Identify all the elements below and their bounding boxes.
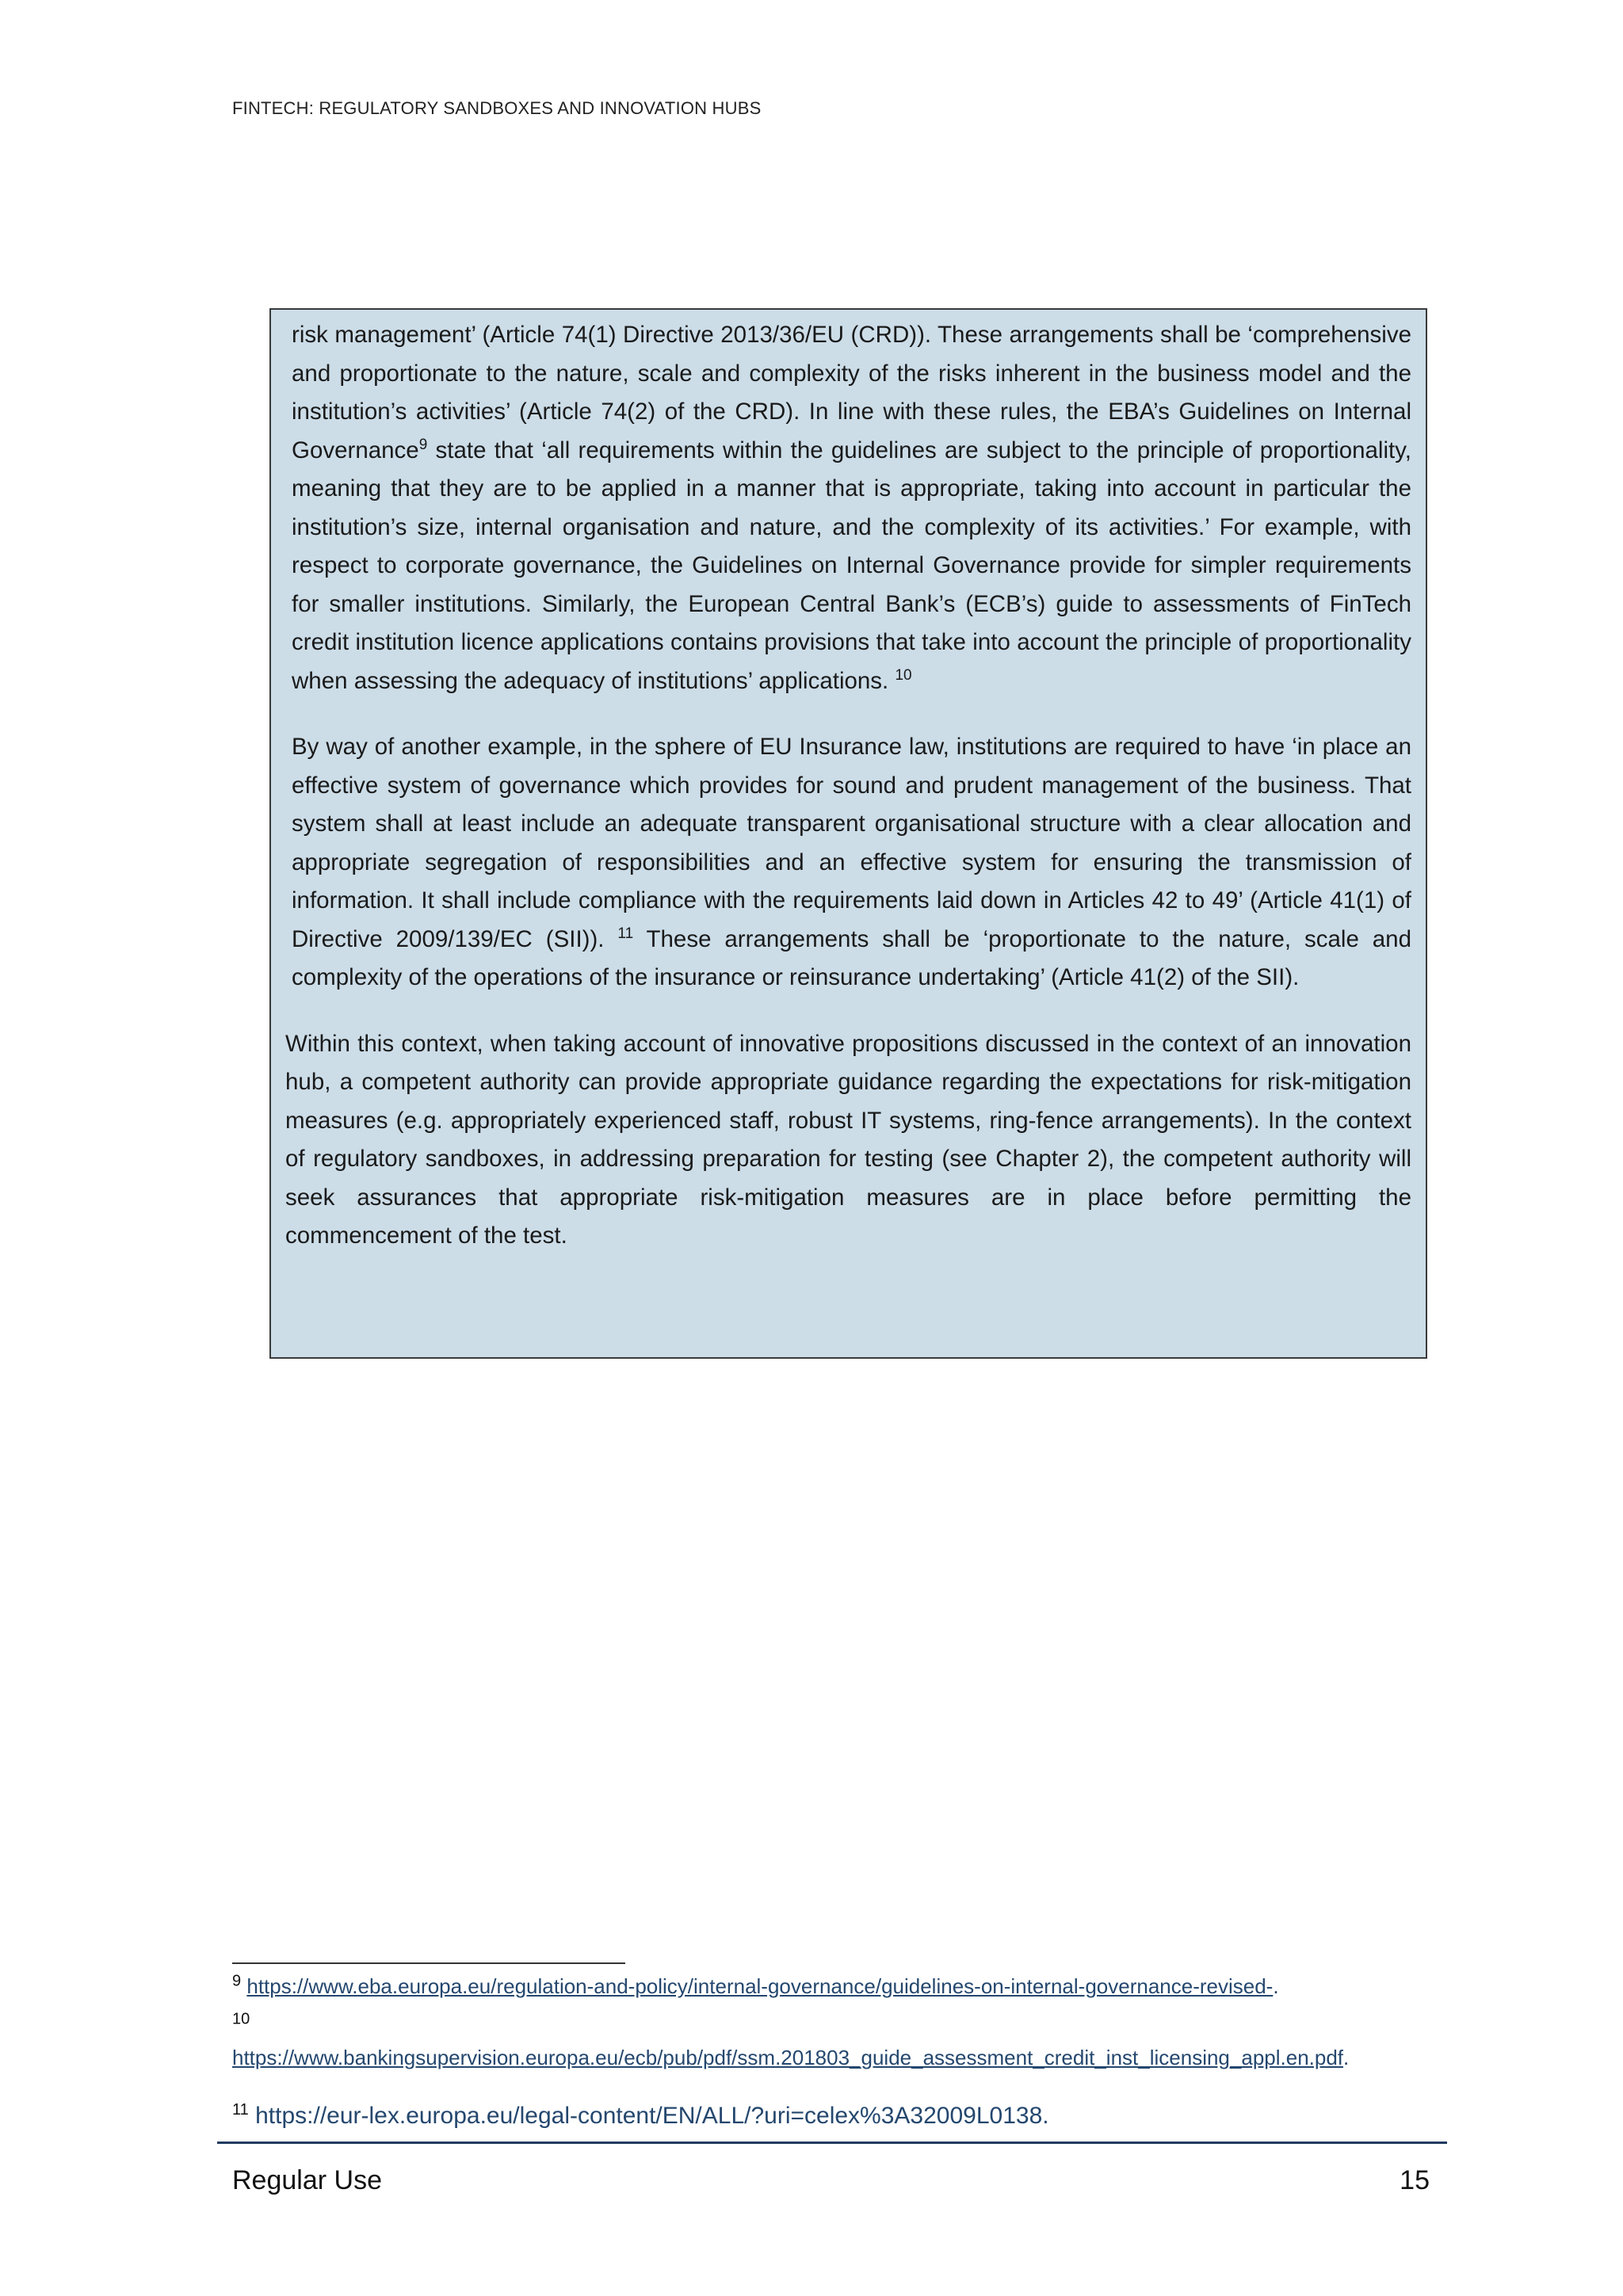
footnote-ref-11[interactable]: 11 [617, 925, 634, 942]
footnote-separator [232, 1962, 625, 1964]
footer-divider [217, 2142, 1447, 2144]
box-paragraph-3: Within this context, when taking account of innovative propositions discussed in the context of an innovation hub, a competent authority can provide appropriate guidance regarding the expectations for risk-mitigation measures (e.g. appropriately experienced staff, robust IT systems, ring-fence arrangements). In the context of regulatory sandboxes, in addressing preparation for testing (see Chapter 2), the competent authority will seek assurances that appropriate risk-mitigation measures are in place before permitting the commencement of the test. [285, 1030, 1411, 1249]
footnote-link[interactable]: https://www.eba.europa.eu/regulation-and-policy/internal-governance/guidelines-on-internal-governance-revised- [246, 1974, 1274, 1998]
box-paragraph-1-text-a: risk management’ (Article 74(1) Directive 2013/36/EU (CRD)). These arrangements shall be ‘comprehensive and proportionate to the nature, scale and complexity of the risks inherent in the business model and the institution’s activities’ (Article 74(2) of the CRD). In line with these rules, the EBA’s Guidelines on Internal Governance [292, 322, 1411, 463]
footnote-11 [232, 2103, 1049, 2130]
footnote-link[interactable]: https://www.bankingsupervision.europa.eu/ecb/pub/pdf/ssm.201803_guide_assessment_credit_inst_licensing_appl.en.pdf [232, 2046, 1344, 2069]
footnote-trail: . [1273, 1974, 1279, 1998]
footnote-ref-9[interactable]: 9 [418, 436, 428, 453]
highlight-box [269, 308, 1427, 1359]
footnote-ref-10[interactable]: 10 [895, 666, 912, 684]
footnote-trail: . [1343, 2046, 1350, 2069]
footnote-10-number-line [232, 2012, 250, 2037]
footnote-number: 11 [232, 2101, 249, 2119]
box-paragraph-1 [292, 316, 1411, 700]
box-paragraph-2-text-b: These arrangements shall be ‘proportionate to the nature, scale and complexity of the operations of the insurance or reinsurance undertaking’ (Article 41(2) of the SII). [292, 925, 1412, 990]
box-paragraph-2-text-a: By way of another example, in the sphere of EU Insurance law, institutions are required to have ‘in place an effective system of governance which provides for sound and prudent management of the business. That system shall at least include an adequate transparent organisational structure with a clear allocation and appropriate segregation of responsibilities and an effective system for ensuring the transmission of information. It shall include compliance with the requirements laid down in Articles 42 to 49’ (Article 41(1) of Directive 2009/139/EC (SII)). [292, 734, 1411, 952]
box-paragraph-1-text-b: state that ‘all requirements within the guidelines are subject to the principle of proportionality, meaning that they are to be applied in a manner that is appropriate, taking into account in particular the institution’s size, internal organisation and nature, and the complexity of its activities.’ For example, with respect to corporate governance, the Guidelines on Internal Governance provide for simpler requirements for smaller institutions. Similarly, the European Central Bank’s (ECB’s) guide to assessments of FinTech credit institution licence applications contains provisions that take into account the principle of proportionality when assessing the adequacy of institutions’ applications. [292, 437, 1411, 694]
page-number: 15 [1400, 2165, 1430, 2195]
footnote-number: 9 [232, 1972, 242, 1990]
footnote-10 [232, 2044, 1421, 2072]
footnote-9 [232, 1974, 1279, 1999]
running-header: FINTECH: REGULATORY SANDBOXES AND INNOVATION HUBS [232, 98, 762, 118]
footnote-number: 10 [232, 2010, 250, 2028]
footer-classification: Regular Use [232, 2165, 382, 2195]
box-paragraph-2 [292, 728, 1411, 997]
footnote-link[interactable]: https://eur-lex.europa.eu/legal-content/EN/ALL/?uri=celex%3A32009L0138. [255, 2103, 1049, 2129]
